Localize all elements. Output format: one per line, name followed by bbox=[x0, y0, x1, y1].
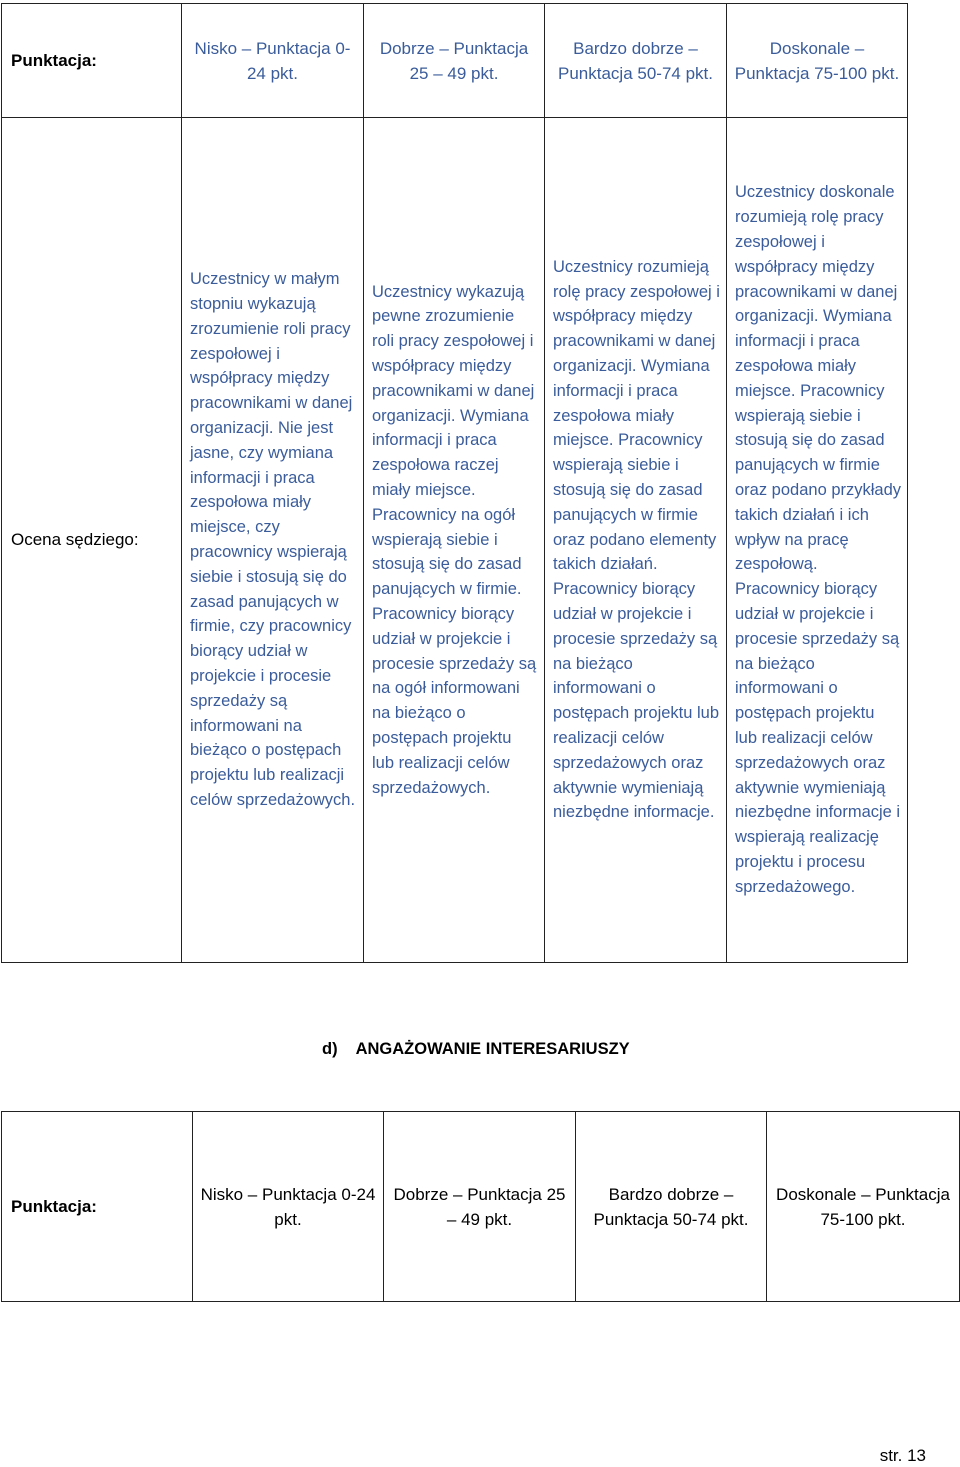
level-excellent-header: Doskonale – Punktacja 75-100 pkt. bbox=[727, 4, 908, 118]
judge-label-cell: Ocena sędziego: bbox=[2, 118, 182, 963]
level-good-header-2: Dobrze – Punktacja 25 – 49 pkt. bbox=[384, 1112, 576, 1302]
section-number: d) bbox=[322, 1040, 338, 1058]
score-header-row bbox=[2, 4, 908, 118]
level-very-good-header: Bardzo dobrze – Punktacja 50-74 pkt. bbox=[545, 4, 727, 118]
score-label-cell: Punktacja: bbox=[2, 4, 182, 118]
judge-assessment-row bbox=[2, 118, 908, 963]
level-very-good-header-2: Bardzo dobrze – Punktacja 50-74 pkt. bbox=[576, 1112, 767, 1302]
page-number: str. 13 bbox=[879, 1446, 926, 1465]
scoring-table-stakeholders bbox=[1, 1111, 960, 1302]
description-low: Uczestnicy w małym stopniu wykazują zrozumienie roli pracy zespołowej i współpracy między pracownikami w danej organizacji. Nie jest jasne, czy wymiana informacji i praca zespołowa miały miejsce, czy pracownicy wspierają siebie i stosują się do zasad panujących w firmie, czy pracownicy biorący udział w projekcie i procesie sprzedaży są informowani na bieżąco o postępach projektu lub realizacji celów sprzedażowych. bbox=[182, 118, 364, 963]
level-excellent-header-2: Doskonale – Punktacja 75-100 pkt. bbox=[767, 1112, 960, 1302]
level-good-header: Dobrze – Punktacja 25 – 49 pkt. bbox=[364, 4, 545, 118]
description-excellent: Uczestnicy doskonale rozumieją rolę pracy zespołowej i współpracy między pracownikami w danej organizacji. Wymiana informacji i praca zespołowa miały miejsce. Pracownicy wspierają siebie i stosują się do zasad panujących w firmie oraz podano przykłady takich działań i ich wpływ na pracę zespołową. Pracownicy biorący udział w projekcie i procesie sprzedaży są na bieżąco informowani o postępach projektu lub realizacji celów sprzedażowych oraz aktywnie wymieniają niezbędne informacje i wspierają realizację projektu i procesu sprzedażowego. bbox=[727, 118, 908, 963]
score-label-cell-2: Punktacja: bbox=[2, 1112, 193, 1302]
scoring-table-teamwork bbox=[1, 3, 908, 963]
section-heading bbox=[322, 1040, 630, 1059]
description-very-good: Uczestnicy rozumieją rolę pracy zespołowej i współpracy między pracownikami w danej organizacji. Wymiana informacji i praca zespołowa miały miejsce. Pracownicy wspierają siebie i stosują się do zasad panujących w firmie oraz podano elementy takich działań. Pracownicy biorący udział w projekcie i procesie sprzedaży są na bieżąco informowani o postępach projektu lub realizacji celów sprzedażowych oraz aktywnie wymieniają niezbędne informacje. bbox=[545, 118, 727, 963]
description-good: Uczestnicy wykazują pewne zrozumienie roli pracy zespołowej i współpracy między pracownikami w danej organizacji. Wymiana informacji i praca zespołowa raczej miały miejsce. Pracownicy na ogół wspierają siebie i stosują się do zasad panujących w firmie. Pracownicy biorący udział w projekcie i procesie sprzedaży są na ogół informowani na bieżąco o postępach projektu lub realizacji celów sprzedażowych. bbox=[364, 118, 545, 963]
section-title-text: ANGAŻOWANIE INTERESARIUSZY bbox=[355, 1040, 630, 1058]
level-low-header: Nisko – Punktacja 0-24 pkt. bbox=[182, 4, 364, 118]
score-header-row-2 bbox=[2, 1112, 960, 1302]
level-low-header-2: Nisko – Punktacja 0-24 pkt. bbox=[193, 1112, 384, 1302]
